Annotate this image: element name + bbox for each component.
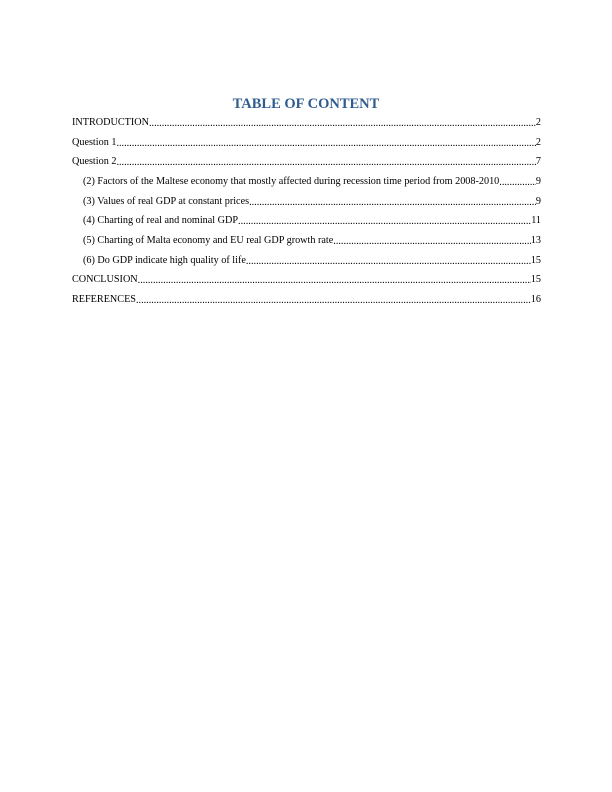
toc-page-number: 16 xyxy=(530,294,541,306)
toc-entry-charting-real-nominal-gdp[interactable] xyxy=(72,211,541,231)
toc-dot-leader xyxy=(499,177,536,189)
toc-entry-question-2[interactable] xyxy=(72,152,541,172)
toc-entry-label: REFERENCES xyxy=(72,294,136,306)
toc-entry-question-1[interactable] xyxy=(72,133,541,153)
toc-dot-leader xyxy=(238,216,531,228)
toc-page-number: 11 xyxy=(531,215,541,227)
toc-page-number: 15 xyxy=(530,254,541,266)
toc-page-number: 7 xyxy=(535,156,541,168)
toc-entry-label: (6) Do GDP indicate high quality of life xyxy=(83,254,246,266)
toc-entry-label: (3) Values of real GDP at constant prices xyxy=(83,195,250,207)
toc-dot-leader xyxy=(249,197,536,209)
toc-entry-label: INTRODUCTION xyxy=(72,116,149,128)
toc-entry-references[interactable] xyxy=(72,290,541,310)
toc-entry-label: (4) Charting of real and nominal GDP xyxy=(83,215,239,227)
toc-dot-leader xyxy=(138,275,531,287)
toc-page-number: 2 xyxy=(535,116,541,128)
toc-dot-leader xyxy=(116,138,535,150)
toc-dot-leader xyxy=(136,295,531,307)
toc-entry-charting-malta-eu-growth[interactable] xyxy=(72,231,541,251)
toc-entry-label: CONCLUSION xyxy=(72,274,138,286)
toc-entry-gdp-quality-of-life[interactable] xyxy=(72,251,541,271)
toc-entry-introduction[interactable] xyxy=(72,113,541,133)
table-of-contents xyxy=(72,113,541,310)
toc-dot-leader xyxy=(333,236,531,248)
toc-dot-leader xyxy=(149,118,536,130)
toc-entry-real-gdp-values[interactable] xyxy=(72,192,541,212)
toc-dot-leader xyxy=(246,256,531,268)
toc-entry-factors-maltese-economy[interactable] xyxy=(72,172,541,192)
toc-page-number: 13 xyxy=(530,234,541,246)
toc-entry-label: Question 2 xyxy=(72,156,117,168)
toc-entry-conclusion[interactable] xyxy=(72,271,541,291)
toc-dot-leader xyxy=(116,157,535,169)
toc-page-number: 2 xyxy=(535,136,541,148)
toc-page-number: 9 xyxy=(535,195,541,207)
toc-entry-label: (2) Factors of the Maltese economy that mostly affected during recession time period from 2008-2010 xyxy=(83,175,500,187)
toc-title: TABLE OF CONTENT xyxy=(232,96,380,112)
toc-page-number: 9 xyxy=(535,175,541,187)
toc-entry-label: (5) Charting of Malta economy and EU real GDP growth rate xyxy=(83,234,334,246)
toc-page-number: 15 xyxy=(530,274,541,286)
toc-entry-label: Question 1 xyxy=(72,136,117,148)
